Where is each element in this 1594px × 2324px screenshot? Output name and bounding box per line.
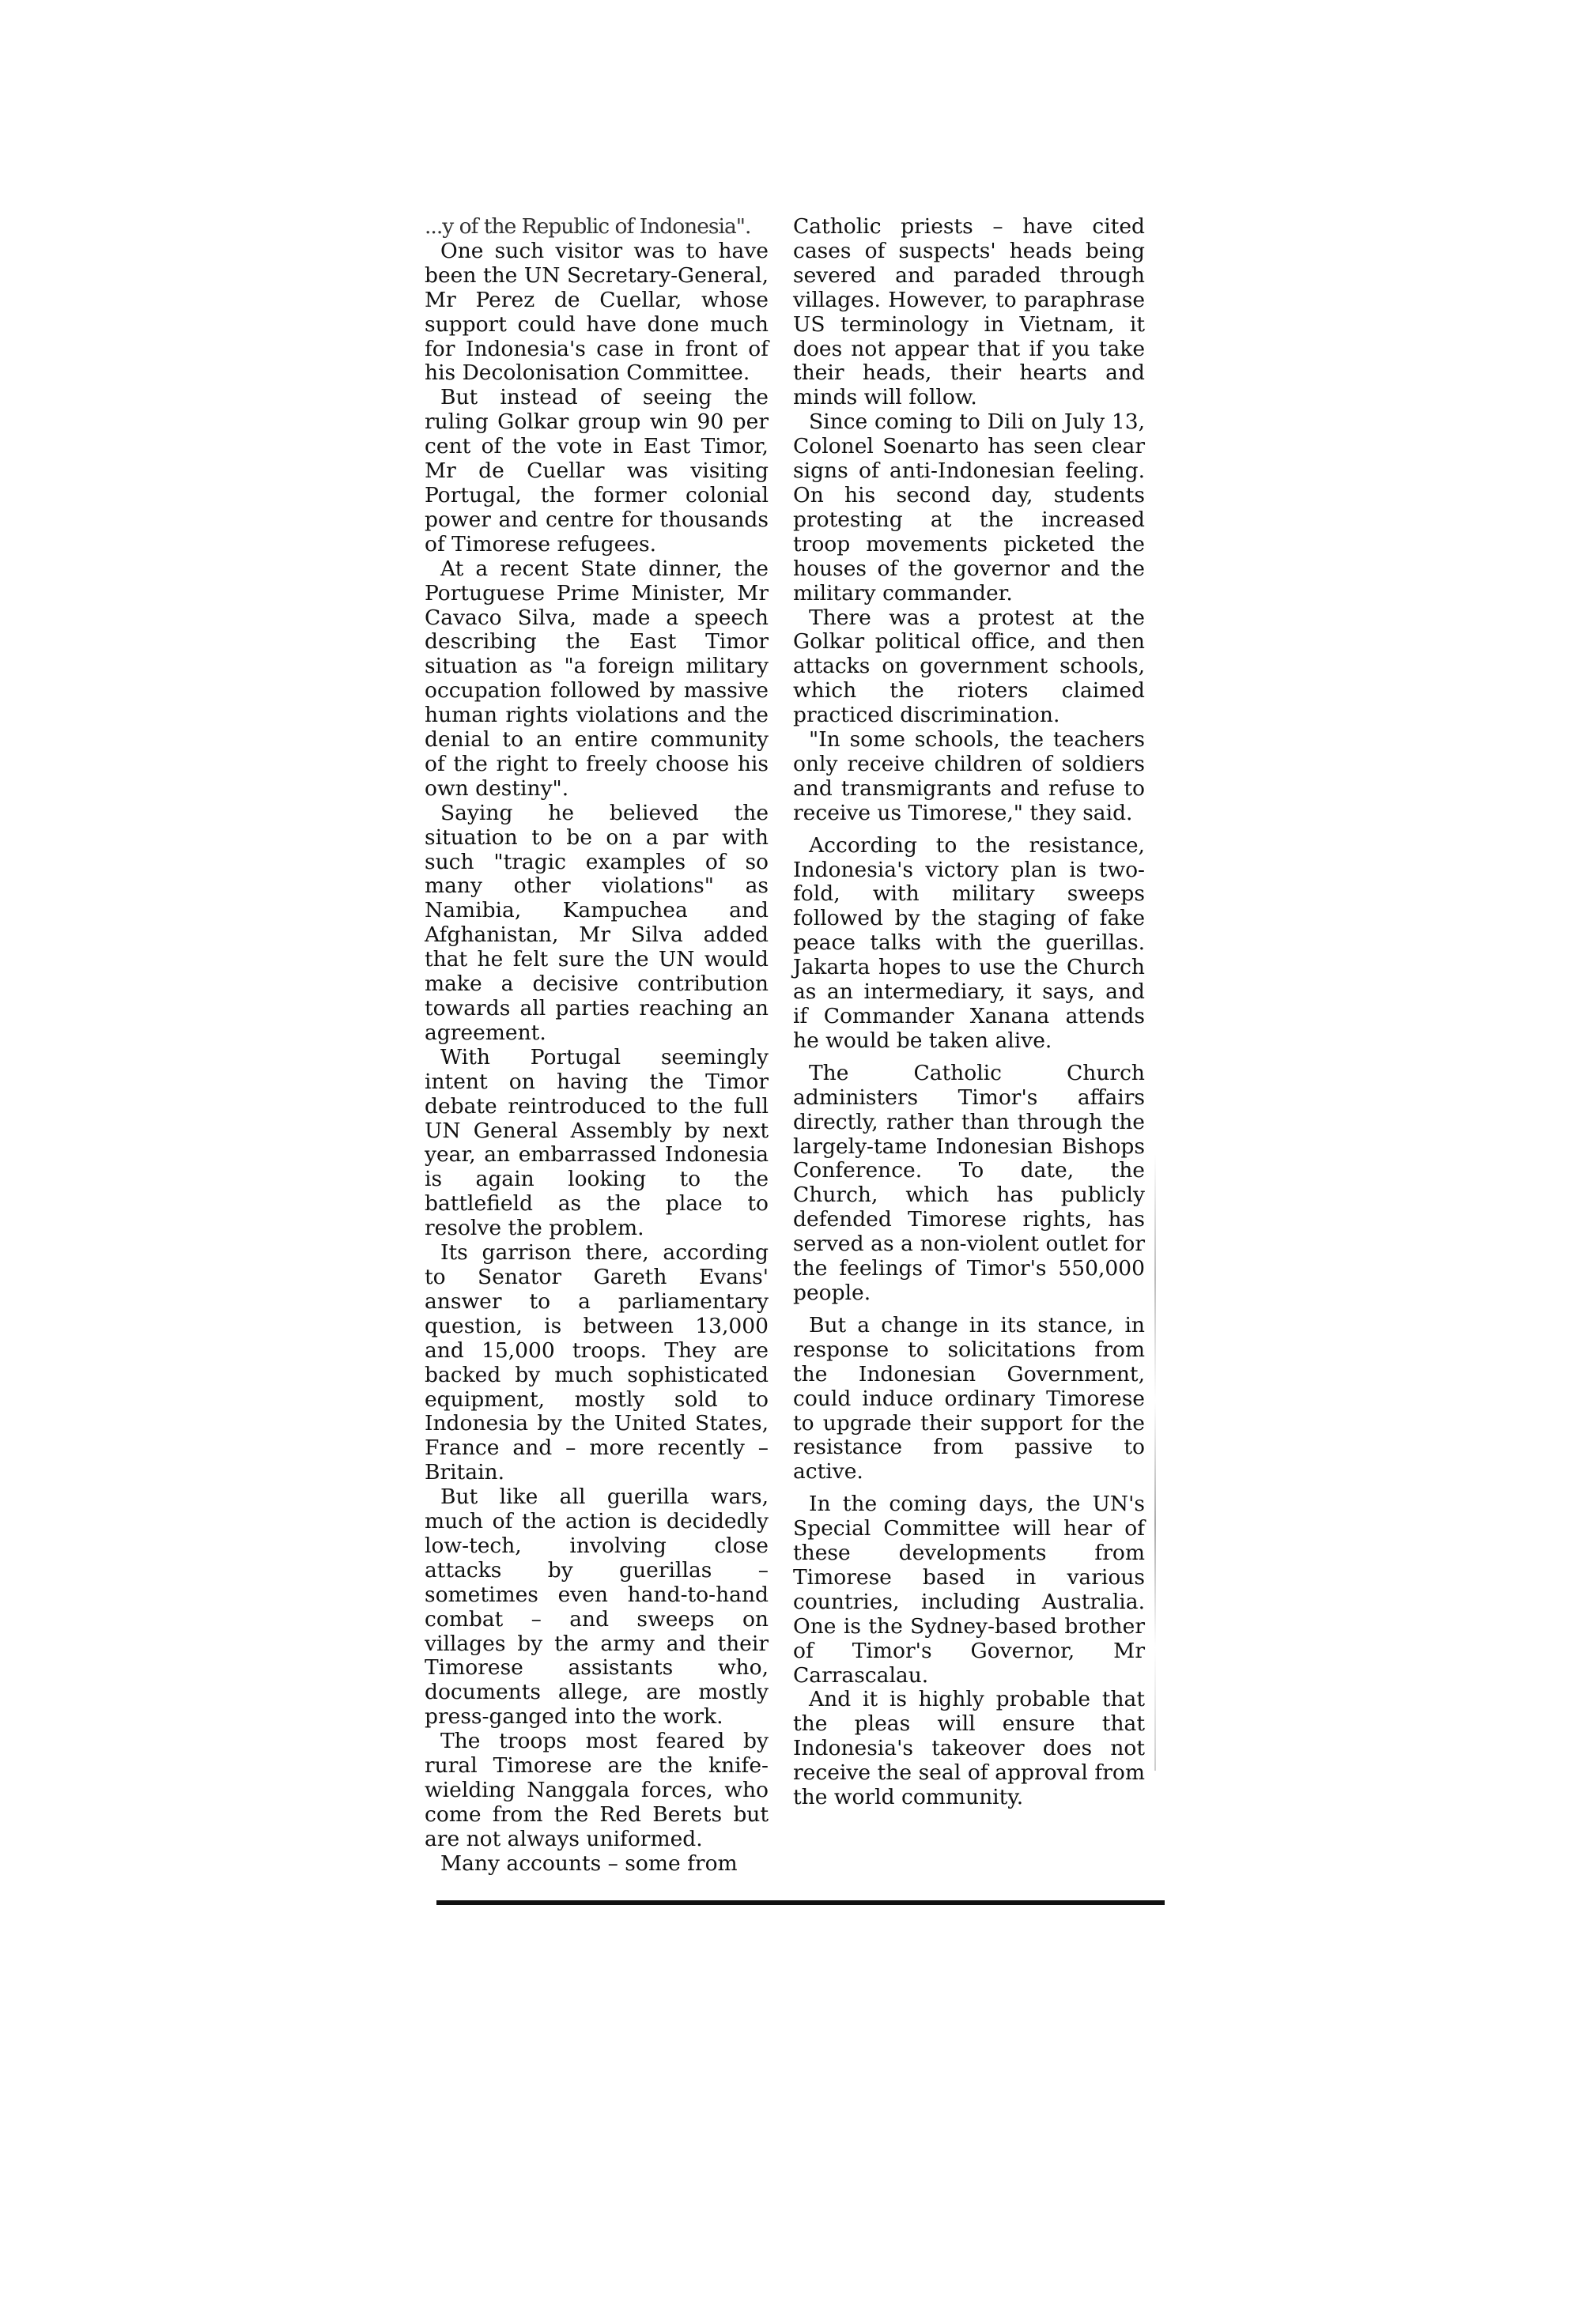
article-paragraph: The Catholic Church administers Timor's affairs directly, rather than through the largely-tame Indonesian Bishops Conference. To date, the Church, which has publicly defended Timorese rights, has served as a non-violent outlet for the feelings of Timor's 550,000 people. — [793, 1060, 1145, 1305]
clipping-edge — [1154, 1154, 1156, 1771]
article-paragraph: But instead of seeing the ruling Golkar group win 90 per cent of the vote in East Timor, Mr de Cuellar was visiting Portugal, the former colonial power and centre for thousands of Timorese refugees. — [425, 385, 769, 556]
article-paragraph: Many accounts – some from — [440, 1851, 738, 1876]
article-paragraph: Saying he believed the situation to be on a par with such "tragic examples of so many other violations" as Namibia, Kampuchea and Afghanistan, Mr Silva added that he felt sure the UN would make a decisive contribution towards all parties reaching an agreement. — [425, 800, 769, 1045]
article-paragraph: And it is highly probable that the pleas will ensure that Indonesia's takeover does not receive the seal of approval from the world community. — [793, 1687, 1145, 1810]
article-paragraph: Its garrison there, according to Senator Gareth Evans' answer to a parliamentary question, is between 13,000 and 15,000 troops. They are backed by much sophisticated equipment, mostly sold to Indonesia by the United States, France and – more recently – Britain. — [425, 1240, 769, 1485]
article-paragraph: At a recent State dinner, the Portuguese Prime Minister, Mr Cavaco Silva, made a speech describing the East Timor situation as "a foreign military occupation followed by massive human rights violations and the denial to an entire community of the right to freely choose his own destiny". — [425, 556, 769, 801]
article-paragraph: One such visitor was to have been the UN Secretary-General, Mr Perez de Cuellar, whose support could have done much for Indonesia's case in front of his Decolonisation Committee. — [425, 238, 769, 386]
article-paragraph: But a change in its stance, in response to solicitations from the Indonesian Government, could induce ordinary Timorese to upgrade their support for the resistance from passive to active. — [793, 1312, 1145, 1485]
article-column-right — [793, 215, 1145, 1810]
article-column-left — [425, 215, 769, 1877]
article-paragraph: According to the resistance, Indonesia's victory plan is two-fold, with military sweeps followed by the staging of fake peace talks with the guerillas. Jakarta hopes to use the Church as an intermediary, it says, and if Commander Xanana attends he would be taken alive. — [793, 832, 1145, 1053]
bottom-rule — [436, 1900, 1165, 1905]
article-paragraph: In the coming days, the UN's Special Committee will hear of these developments from Timorese based in various countries, including Australia. One is the Sydney-based brother of Timor's Governor, Mr Carrascalau. — [793, 1492, 1145, 1688]
article-paragraph: There was a protest at the Golkar political office, and then attacks on government schools, which the rioters claimed practiced discrimination. — [793, 605, 1145, 728]
article-paragraph: ...y of the Republic of Indonesia". — [425, 214, 751, 239]
article-paragraph: But like all guerilla wars, much of the action is decidedly low-tech, involving close attacks by guerillas – sometimes even hand-to-hand combat – and sweeps on villages by the army and their Timorese assistants who, documents allege, are mostly press-ganged into the work. — [425, 1485, 769, 1730]
article-paragraph: Since coming to Dili on July 13, Colonel Soenarto has seen clear signs of anti-Indonesian feeling. On his second day, students protesting at the increased troop movements picketed the houses of the governor and the military commander. — [793, 409, 1145, 606]
article-paragraph: The troops most feared by rural Timorese are the knife-wielding Nanggala forces, who come from the Red Berets but are not always uniformed. — [425, 1729, 769, 1851]
article-paragraph: Catholic priests – have cited cases of suspects' heads being severed and paraded through villages. However, to paraphrase US terminology in Vietnam, it does not appear that if you take their heads, their hearts and minds will follow. — [793, 214, 1145, 410]
article-paragraph: With Portugal seemingly intent on having the Timor debate reintroduced to the full UN General Assembly by next year, an embarrassed Indonesia is again looking to the battlefield as the place to resolve the problem. — [425, 1044, 769, 1241]
article-paragraph: "In some schools, the teachers only receive children of soldiers and transmigrants and refuse to receive us Timorese," they said. — [793, 727, 1145, 825]
